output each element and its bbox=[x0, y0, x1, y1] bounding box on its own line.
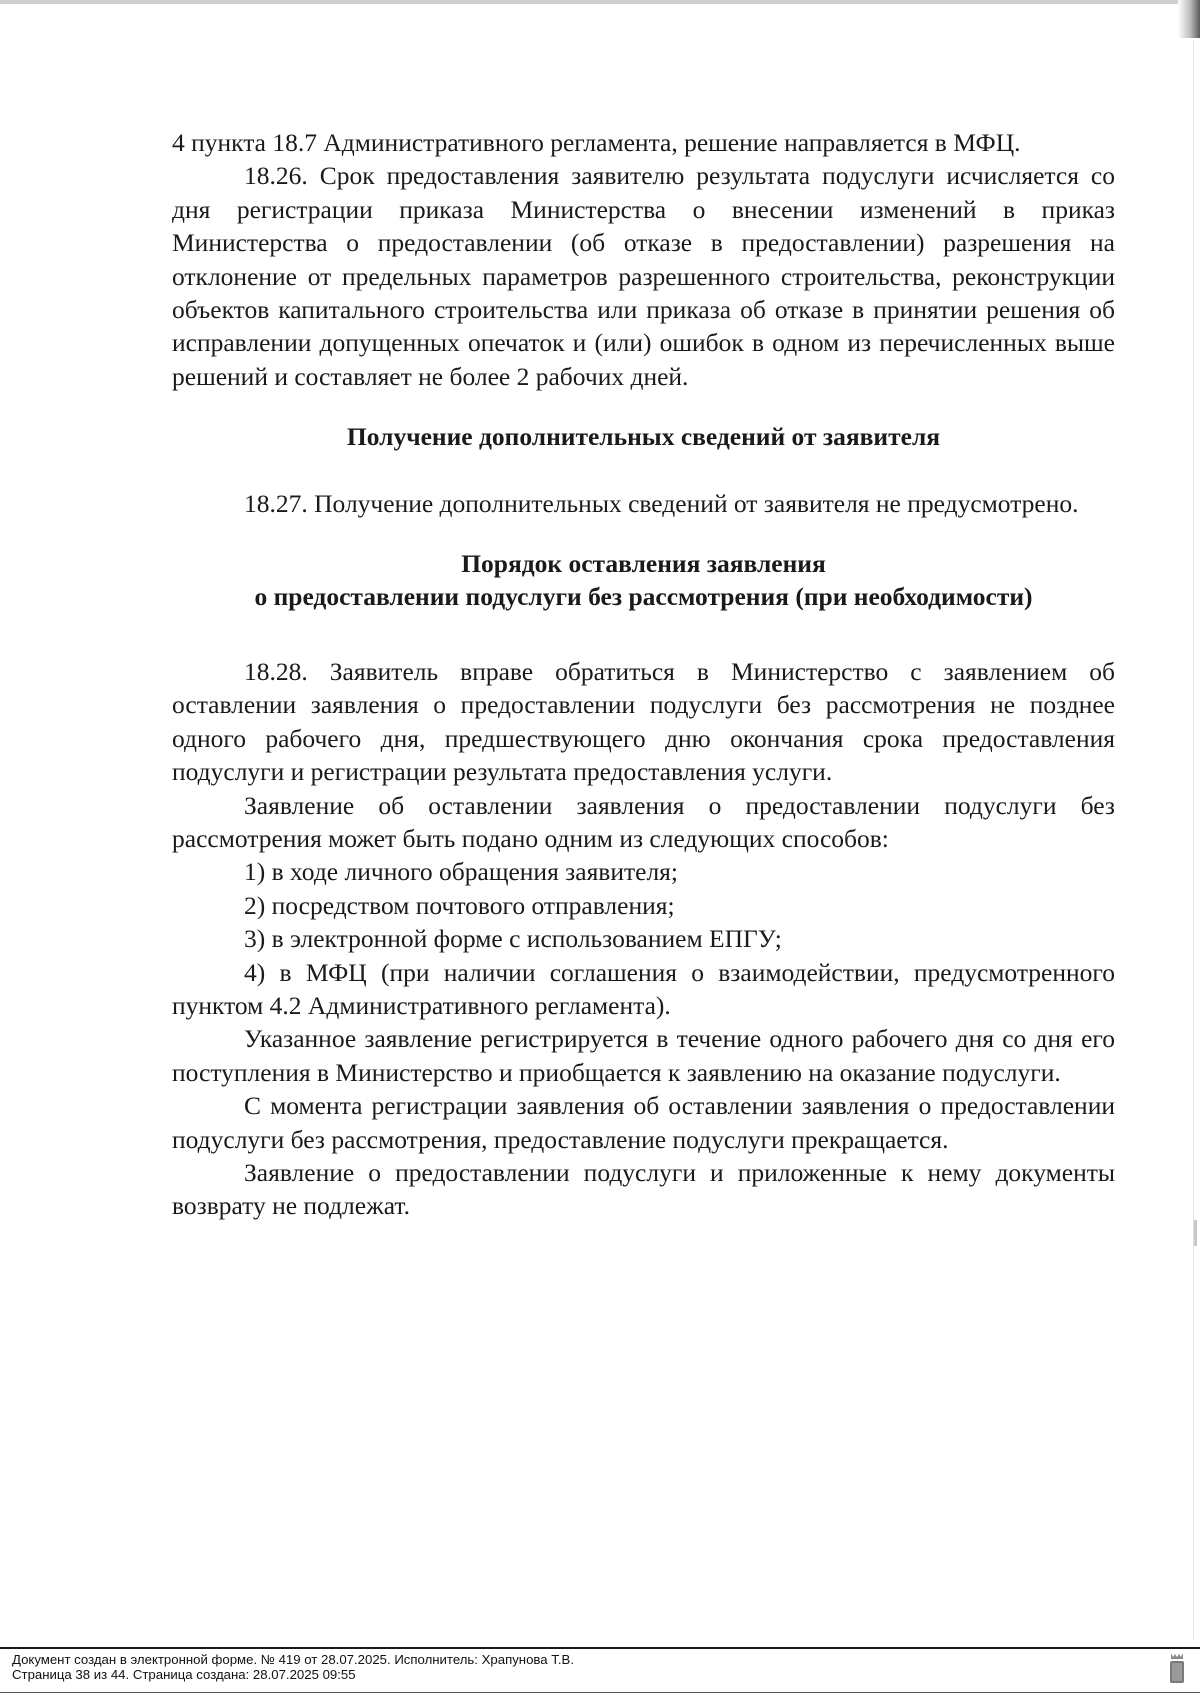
list-item: 3) в электронной форме с использованием ЕПГУ; bbox=[244, 924, 782, 954]
list-item: 4) в МФЦ (при наличии соглашения о взаимодействии, предусмотренного пунктом 4.2 Административного регламента). bbox=[172, 957, 1115, 1020]
scan-edge-corner bbox=[1178, 0, 1200, 38]
paragraph-18-26: 18.26. Срок предоставления заявителю результата подуслуги исчисляется со дня регистрации приказа Министерства о внесении изменений в приказ Министерства о предоставлении (об отказе в предоставлении) разрешения на отклонение от предельных параметров разрешенного строительства, реконструкции объектов капитального строительства или приказа об отказе в принятии решения об исправлении допущенных опечаток и (или) ошибок в одном из перечисленных выше решений и составляет не более 2 рабочих дней. bbox=[172, 161, 1115, 391]
list-item: 1) в ходе личного обращения заявителя; bbox=[244, 857, 678, 887]
paragraph-18-28: 18.28. Заявитель вправе обратиться в Министерство с заявлением об оставлении заявления о предоставлении подуслуги без рассмотрения не позднее одного рабочего дня, предшествующего дню окончания срока предоставления подуслуги и регистрации результата предоставления услуги. bbox=[172, 656, 1115, 787]
scan-edge-right bbox=[1193, 40, 1194, 1640]
paragraph-termination: С момента регистрации заявления об оставлении заявления о предоставлении подуслуги без рассмотрения, предоставление подуслуги прекращается. bbox=[172, 1091, 1115, 1154]
paragraph-continuation: 4 пункта 18.7 Административного регламента, решение направляется в МФЦ. bbox=[172, 128, 1021, 157]
footer-page-info: Страница 38 из 44. Страница создана: 28.07.2025 09:55 bbox=[12, 1667, 356, 1682]
paragraph-submission-methods: Заявление об оставлении заявления о предоставлении подуслуги без рассмотрения может быть подано одним из следующих способов: bbox=[172, 790, 1115, 853]
paragraph-registration: Указанное заявление регистрируется в течение одного рабочего дня со дня его поступления в Министерство и приобщается к заявлению на оказание подуслуги. bbox=[172, 1024, 1115, 1087]
section-heading-leave-without-review-line2: о предоставлении подуслуги без рассмотрения (при необходимости) bbox=[254, 582, 1033, 612]
scan-edge-top bbox=[0, 0, 1200, 4]
coat-of-arms-icon bbox=[1166, 1651, 1188, 1687]
footer-rule-bottom bbox=[0, 1692, 1200, 1693]
footer-stamp bbox=[12, 1652, 574, 1682]
list-item: 2) посредством почтового отправления; bbox=[244, 890, 675, 920]
document-footer bbox=[0, 1647, 1200, 1693]
footer-rule bbox=[0, 1647, 1200, 1649]
paragraph-no-return: Заявление о предоставлении подуслуги и приложенные к нему документы возврату не подлежат. bbox=[172, 1157, 1115, 1221]
section-heading-additional-info: Получение дополнительных сведений от заявителя bbox=[346, 422, 941, 452]
section-heading-leave-without-review-line1: Порядок оставления заявления bbox=[461, 549, 826, 579]
document-body bbox=[172, 126, 1115, 1223]
footer-document-info: Документ создан в электронной форме. № 419 от 28.07.2025. Исполнитель: Храпунова Т.В. bbox=[12, 1652, 574, 1667]
paragraph-18-27: 18.27. Получение дополнительных сведений от заявителя не предусмотрено. bbox=[244, 488, 1079, 518]
scan-mark bbox=[1194, 1220, 1197, 1246]
